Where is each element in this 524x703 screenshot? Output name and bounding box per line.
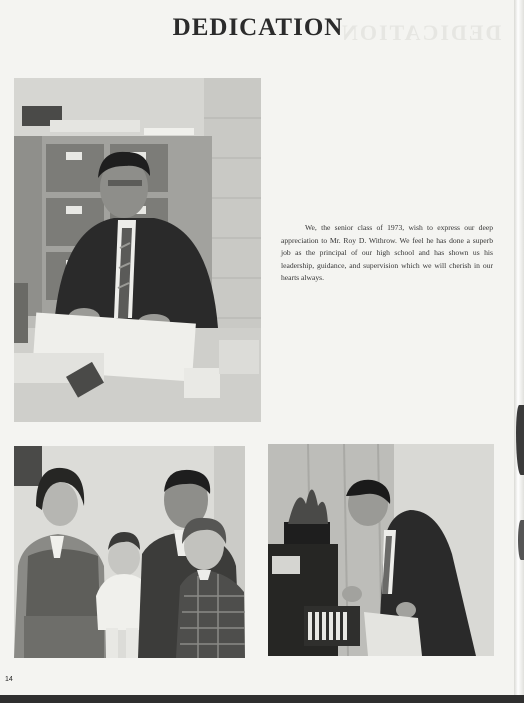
page-number: 14 [5, 676, 13, 683]
page-edge [514, 0, 524, 703]
file-cabinet-photo [268, 444, 494, 656]
scan-border [0, 695, 524, 703]
dedication-paragraph: We, the senior class of 1973, wish to express our deep appreciation to Mr. Roy D. Withrow. We feel he has done a superb job as the principal of our high school and has shown us his leadership, guidance, and supervision which we will cherish in our hearts always. [281, 223, 493, 282]
bleed-through-text: DEDICATION [340, 20, 502, 45]
principal-desk-photo [14, 78, 261, 422]
family-photo [14, 446, 245, 658]
page-title: DEDICATION [172, 14, 344, 41]
